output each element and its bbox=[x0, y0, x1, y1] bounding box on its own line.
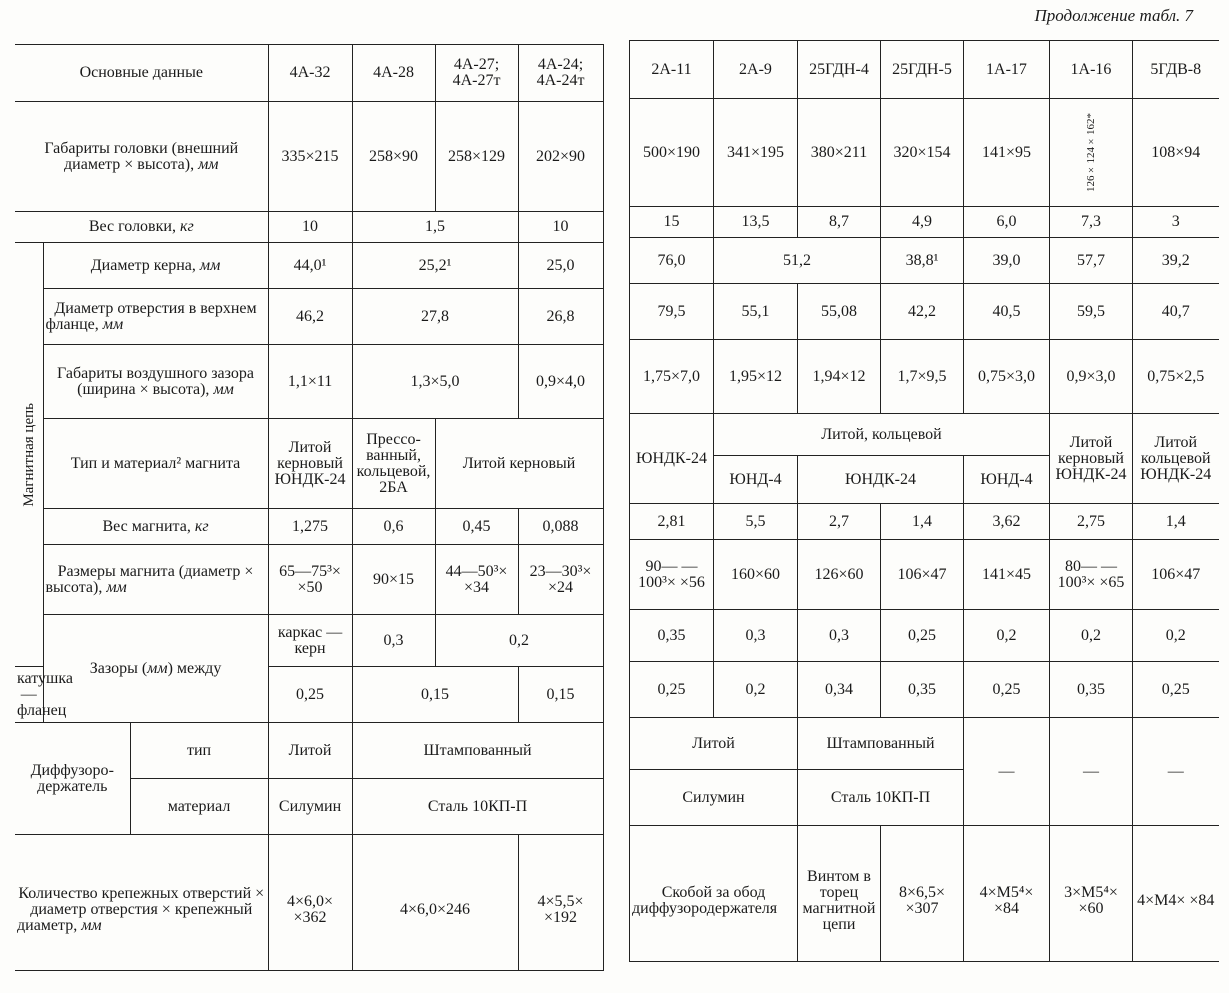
cell: 202×90 bbox=[518, 102, 603, 212]
cell: 76,0 bbox=[630, 238, 714, 284]
cell: 320×154 bbox=[881, 99, 964, 207]
cell: 39,0 bbox=[964, 238, 1050, 284]
cell: 1,75×7,0 bbox=[630, 340, 714, 414]
diff-type-row bbox=[15, 723, 603, 779]
cell: 0,25 bbox=[881, 610, 964, 662]
cell: 65—75³× ×50 bbox=[268, 545, 352, 615]
cell: 0,3 bbox=[714, 610, 798, 662]
cell: 0,25 bbox=[1133, 662, 1219, 718]
cell: 8×6,5× ×307 bbox=[881, 826, 964, 962]
cell: 0,2 bbox=[1050, 610, 1133, 662]
col-header: 4А-24; 4А-24т bbox=[518, 45, 603, 102]
gap-row bbox=[630, 340, 1219, 414]
gaps-row-1 bbox=[630, 610, 1219, 662]
cell: 0,3 bbox=[798, 610, 881, 662]
size-row bbox=[630, 99, 1219, 207]
cell: 10 bbox=[268, 212, 352, 243]
cell: 10 bbox=[518, 212, 603, 243]
row-label: Количество крепежных отверстий × диаметр отверстия × крепежный диаметр, мм bbox=[15, 835, 268, 971]
dash-cell: — bbox=[1133, 718, 1219, 826]
cell: 40,7 bbox=[1133, 284, 1219, 340]
cell: 79,5 bbox=[630, 284, 714, 340]
cell: 0,2 bbox=[1133, 610, 1219, 662]
cell: 90— —100³× ×56 bbox=[630, 540, 714, 610]
cell: 341×195 bbox=[714, 99, 798, 207]
col-header: 5ГДВ-8 bbox=[1133, 41, 1219, 99]
cell: 6,0 bbox=[964, 207, 1050, 238]
cell: ЮНД-4 bbox=[714, 456, 798, 504]
cell: 80— —100³× ×65 bbox=[1050, 540, 1133, 610]
cell: 1,94×12 bbox=[798, 340, 881, 414]
row-label: Габариты головки (внешний диаметр × высота), мм bbox=[15, 102, 268, 212]
cell: Литой керновый ЮНДК-24 bbox=[268, 419, 352, 509]
cell: 0,35 bbox=[1050, 662, 1133, 718]
hole-row bbox=[630, 284, 1219, 340]
cell: 26,8 bbox=[518, 289, 603, 345]
cell: 27,8 bbox=[352, 289, 518, 345]
row-sublabel: катушка — фланец bbox=[15, 667, 43, 723]
col-header: 25ГДН-5 bbox=[881, 41, 964, 99]
cell: 0,25 bbox=[964, 662, 1050, 718]
cell: 51,2 bbox=[714, 238, 881, 284]
col-header: 25ГДН-4 bbox=[798, 41, 881, 99]
cell: 59,5 bbox=[1050, 284, 1133, 340]
right-table bbox=[629, 40, 1219, 962]
magnet-type-row-1 bbox=[630, 414, 1219, 456]
cell: 3 bbox=[1133, 207, 1219, 238]
cell: 0,2 bbox=[964, 610, 1050, 662]
cell: 0,34 bbox=[798, 662, 881, 718]
cell: 0,25 bbox=[268, 667, 352, 723]
cell: 4×6,0×246 bbox=[352, 835, 518, 971]
cell: 44,0¹ bbox=[268, 243, 352, 289]
weight-row bbox=[15, 212, 603, 243]
row-sublabel: материал bbox=[130, 779, 268, 835]
cell: 90×15 bbox=[352, 545, 435, 615]
cell: 39,2 bbox=[1133, 238, 1219, 284]
cell: 4×5,5× ×192 bbox=[518, 835, 603, 971]
cell: 258×129 bbox=[435, 102, 518, 212]
cell: 55,08 bbox=[798, 284, 881, 340]
cell: 40,5 bbox=[964, 284, 1050, 340]
cell: 106×47 bbox=[1133, 540, 1219, 610]
cell-vertical: 126×124×162* bbox=[1050, 99, 1133, 207]
cell: 0,25 bbox=[630, 662, 714, 718]
diff-type-row bbox=[630, 718, 1219, 770]
cell: 8,7 bbox=[798, 207, 881, 238]
header-row bbox=[15, 45, 603, 102]
cell: 0,15 bbox=[518, 667, 603, 723]
group-label-magnetic: Магнитная цепь bbox=[15, 243, 43, 667]
gap-row bbox=[15, 345, 603, 419]
col-header: 4А-28 bbox=[352, 45, 435, 102]
cell: ЮНД-4 bbox=[964, 456, 1050, 504]
gaps-row-2 bbox=[630, 662, 1219, 718]
cell: 126×60 bbox=[798, 540, 881, 610]
cell: 0,45 bbox=[435, 509, 518, 545]
cell: Литой bbox=[630, 718, 798, 770]
cell: 0,3 bbox=[352, 615, 435, 667]
cell: 2,7 bbox=[798, 504, 881, 540]
cell: Литой керновый bbox=[435, 419, 603, 509]
cell: 258×90 bbox=[352, 102, 435, 212]
cell: 57,7 bbox=[1050, 238, 1133, 284]
cell: 0,15 bbox=[352, 667, 518, 723]
cell: 1,95×12 bbox=[714, 340, 798, 414]
cell: Штампованный bbox=[352, 723, 603, 779]
core-row bbox=[15, 243, 603, 289]
magnet-size-row bbox=[15, 545, 603, 615]
cell: 141×95 bbox=[964, 99, 1050, 207]
gaps-label: Зазоры (мм) между bbox=[43, 615, 268, 723]
col-header: 4А-27; 4А-27т bbox=[435, 45, 518, 102]
cell: 25,0 bbox=[518, 243, 603, 289]
row-label: Диаметр отверстия в верхнем фланце, мм bbox=[43, 289, 268, 345]
cell: 0,35 bbox=[881, 662, 964, 718]
cell: 15 bbox=[630, 207, 714, 238]
cell: 7,3 bbox=[1050, 207, 1133, 238]
cell: 46,2 bbox=[268, 289, 352, 345]
table-caption: Продолжение табл. 7 bbox=[1034, 6, 1193, 25]
cell: Сталь 10КП-П bbox=[798, 770, 964, 826]
row-label: Размеры магнита (диаметр × высота), мм bbox=[43, 545, 268, 615]
cell: ЮНДК-24 bbox=[798, 456, 964, 504]
cell: 0,35 bbox=[630, 610, 714, 662]
cell: 1,3×5,0 bbox=[352, 345, 518, 419]
col-header: 2А-11 bbox=[630, 41, 714, 99]
cell: 0,75×3,0 bbox=[964, 340, 1050, 414]
cell: 0,9×3,0 bbox=[1050, 340, 1133, 414]
cell: 0,6 bbox=[352, 509, 435, 545]
fix-row bbox=[630, 826, 1219, 962]
cell: 44—50³× ×34 bbox=[435, 545, 518, 615]
cell: 23—30³× ×24 bbox=[518, 545, 603, 615]
row-label: Тип и материал² магнита bbox=[43, 419, 268, 509]
col-header: 2А-9 bbox=[714, 41, 798, 99]
magnet-weight-row bbox=[15, 509, 603, 545]
cell: Литой bbox=[268, 723, 352, 779]
diff-label: Диффузородержатель bbox=[15, 723, 130, 835]
cell: 4×М4× ×84 bbox=[1133, 826, 1219, 962]
weight-row bbox=[630, 207, 1219, 238]
dash-cell: — bbox=[1050, 718, 1133, 826]
row-label: Габариты воздушного зазора (ширина × высота), мм bbox=[43, 345, 268, 419]
row-label: Вес головки, кг bbox=[15, 212, 268, 243]
cell: 108×94 bbox=[1133, 99, 1219, 207]
row-sublabel: каркас — керн bbox=[268, 615, 352, 667]
size-row bbox=[15, 102, 603, 212]
cell: 1,1×11 bbox=[268, 345, 352, 419]
magnet-type-row bbox=[15, 419, 603, 509]
cell: 3,62 bbox=[964, 504, 1050, 540]
cell: 13,5 bbox=[714, 207, 798, 238]
cell: Сталь 10КП-П bbox=[352, 779, 603, 835]
magnet-size-row bbox=[630, 540, 1219, 610]
cell: 500×190 bbox=[630, 99, 714, 207]
row-label: Вес магнита, кг bbox=[43, 509, 268, 545]
cell: Скобой за обод диффузородержателя bbox=[630, 826, 798, 962]
cell: 1,4 bbox=[881, 504, 964, 540]
col-header: 4А-32 bbox=[268, 45, 352, 102]
col-header: 1А-17 bbox=[964, 41, 1050, 99]
cell: 25,2¹ bbox=[352, 243, 518, 289]
row-sublabel: тип bbox=[130, 723, 268, 779]
cell: 4×6,0× ×362 bbox=[268, 835, 352, 971]
cell: 55,1 bbox=[714, 284, 798, 340]
fix-row bbox=[15, 835, 603, 971]
cell: 1,4 bbox=[1133, 504, 1219, 540]
left-table bbox=[15, 44, 604, 971]
cell: Силумин bbox=[268, 779, 352, 835]
cell: 0,2 bbox=[714, 662, 798, 718]
dash-cell: — bbox=[964, 718, 1050, 826]
cell: Литой керновый ЮНДК-24 bbox=[1050, 414, 1133, 504]
core-row bbox=[630, 238, 1219, 284]
header-row bbox=[630, 41, 1219, 99]
cell: 0,088 bbox=[518, 509, 603, 545]
cell: 160×60 bbox=[714, 540, 798, 610]
cell: Литой кольцевой ЮНДК-24 bbox=[1133, 414, 1219, 504]
cell: 335×215 bbox=[268, 102, 352, 212]
cell: 4,9 bbox=[881, 207, 964, 238]
cell: 42,2 bbox=[881, 284, 964, 340]
cell: 141×45 bbox=[964, 540, 1050, 610]
cell: ЮНДК-24 bbox=[630, 414, 714, 504]
cell: Винтом в торец магнитной цепи bbox=[798, 826, 881, 962]
cell: 0,2 bbox=[435, 615, 603, 667]
cell: 5,5 bbox=[714, 504, 798, 540]
cell: 0,9×4,0 bbox=[518, 345, 603, 419]
cell: 38,8¹ bbox=[881, 238, 964, 284]
cell: 0,75×2,5 bbox=[1133, 340, 1219, 414]
cell: Литой, кольцевой bbox=[714, 414, 1050, 456]
cell: 2,81 bbox=[630, 504, 714, 540]
magnet-weight-row bbox=[630, 504, 1219, 540]
cell: 380×211 bbox=[798, 99, 881, 207]
cell: 1,275 bbox=[268, 509, 352, 545]
cell: 4×М5⁴× ×84 bbox=[964, 826, 1050, 962]
col-header: 1А-16 bbox=[1050, 41, 1133, 99]
cell: Силумин bbox=[630, 770, 798, 826]
header-label: Основные данные bbox=[15, 45, 268, 102]
cell: 2,75 bbox=[1050, 504, 1133, 540]
cell: 1,7×9,5 bbox=[881, 340, 964, 414]
cell: Штампованный bbox=[798, 718, 964, 770]
row-label: Диаметр керна, мм bbox=[43, 243, 268, 289]
cell: 1,5 bbox=[352, 212, 518, 243]
hole-row bbox=[15, 289, 603, 345]
cell: 106×47 bbox=[881, 540, 964, 610]
cell: Прессованный, кольцевой, 2БА bbox=[352, 419, 435, 509]
cell: 3×М5⁴× ×60 bbox=[1050, 826, 1133, 962]
gaps-row-1 bbox=[15, 615, 603, 667]
